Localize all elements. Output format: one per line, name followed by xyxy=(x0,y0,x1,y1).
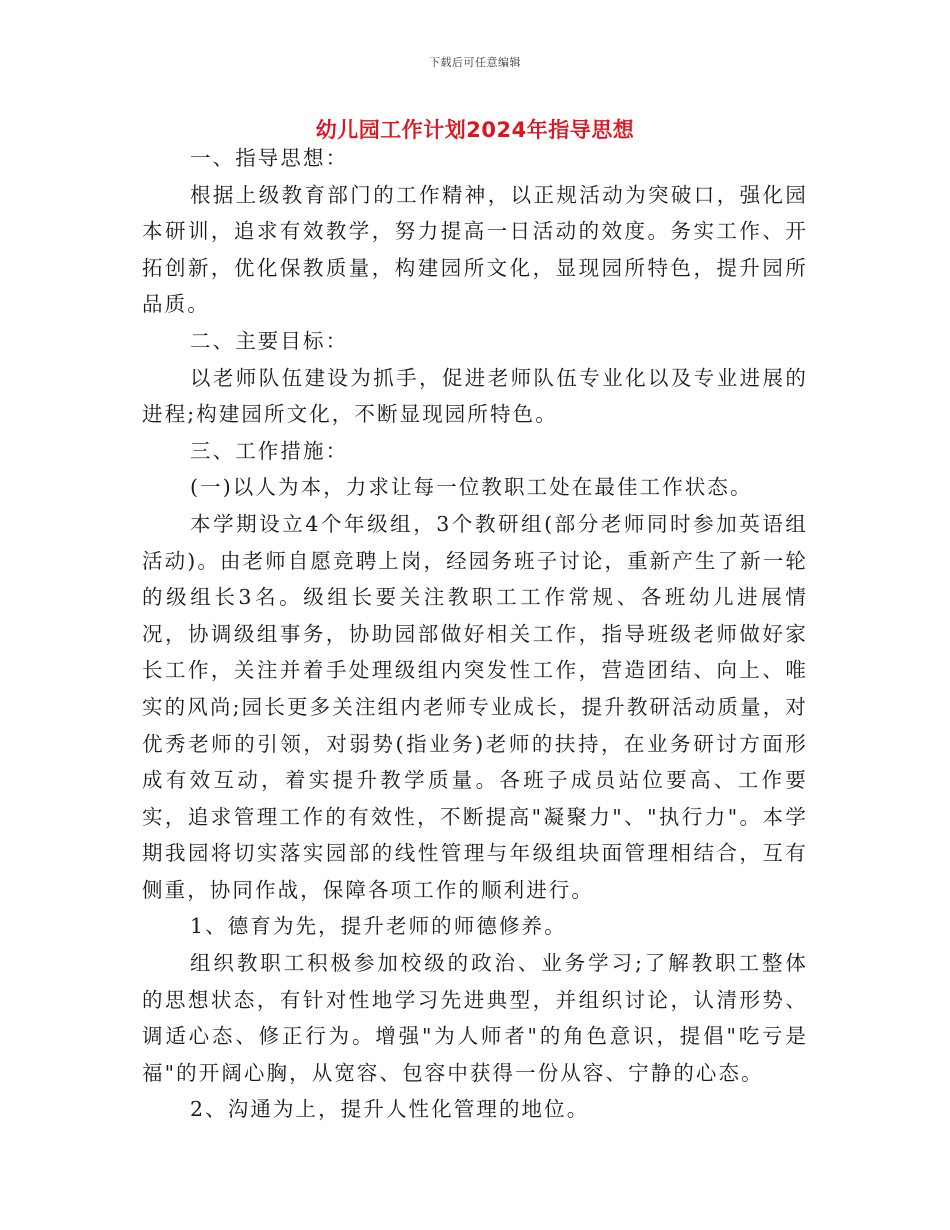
section-heading-guiding-ideology: 一、指导思想： xyxy=(190,146,349,170)
document-title: 幼儿园工作计划2024年指导思想 xyxy=(315,118,635,142)
page-header-note: 下载后可任意编辑 xyxy=(429,56,521,69)
item-heading-moral-education: 1、德育为先，提升老师的师德修养。 xyxy=(190,914,567,939)
document-body xyxy=(142,140,808,1128)
section-heading-work-measures: 三、工作措施： xyxy=(190,438,349,463)
item-heading-communication: 2、沟通为上，提升人性化管理的地位。 xyxy=(190,1097,590,1122)
paragraph-moral-education: 组织教职工积极参加校级的政治、业务学习;了解教职工整体的思想状态，有针对性地学习先进典型，并组织讨论，认清形势、调适心态、修正行为。增强"为人师者"的角色意识，提倡"吃亏是福"的开阔心胸，从宽容、包容中获得一份从容、宁静的心态。 xyxy=(142,951,808,1085)
section-heading-main-goals: 二、主要目标： xyxy=(190,328,349,353)
subsection-heading-people-oriented: (一)以人为本，力求让每一位教职工处在最佳工作状态。 xyxy=(190,475,753,500)
paragraph-guiding-ideology: 根据上级教育部门的工作精神，以正规活动为突破口，强化园本研训，追求有效教学，努力提高一日活动的效度。务实工作、开拓创新，优化保教质量，构建园所文化，显现园所特色，提升园所品质。 xyxy=(142,182,808,317)
paragraph-main-goals: 以老师队伍建设为抓手，促进老师队伍专业化以及专业进展的进程;构建园所文化，不断显现园所特色。 xyxy=(142,365,808,427)
paragraph-grade-groups: 本学期设立4个年级组，3个教研组(部分老师同时参加英语组活动)。由老师自愿竞聘上岗，经园务班子讨论，重新产生了新一轮的级组长3名。级组长要关注教职工工作常规、各班幼儿进展情况，协调级组事务，协助园部做好相关工作，指导班级老师做好家长工作，关注并着手处理级组内突发性工作，营造团结、向上、唯实的风尚;园长更多关注组内老师专业成长，提升教研活动质量，对优秀老师的引领，对弱势(指业务)老师的扶持，在业务研讨方面形成有效互动，着实提升教学质量。各班子成员站位要高、工作要实，追求管理工作的有效性，不断提高"凝聚力"、"执行力"。本学期我园将切实落实园部的线性管理与年级组块面管理相结合，互有侧重，协同作战，保障各项工作的顺利进行。 xyxy=(142,511,808,902)
